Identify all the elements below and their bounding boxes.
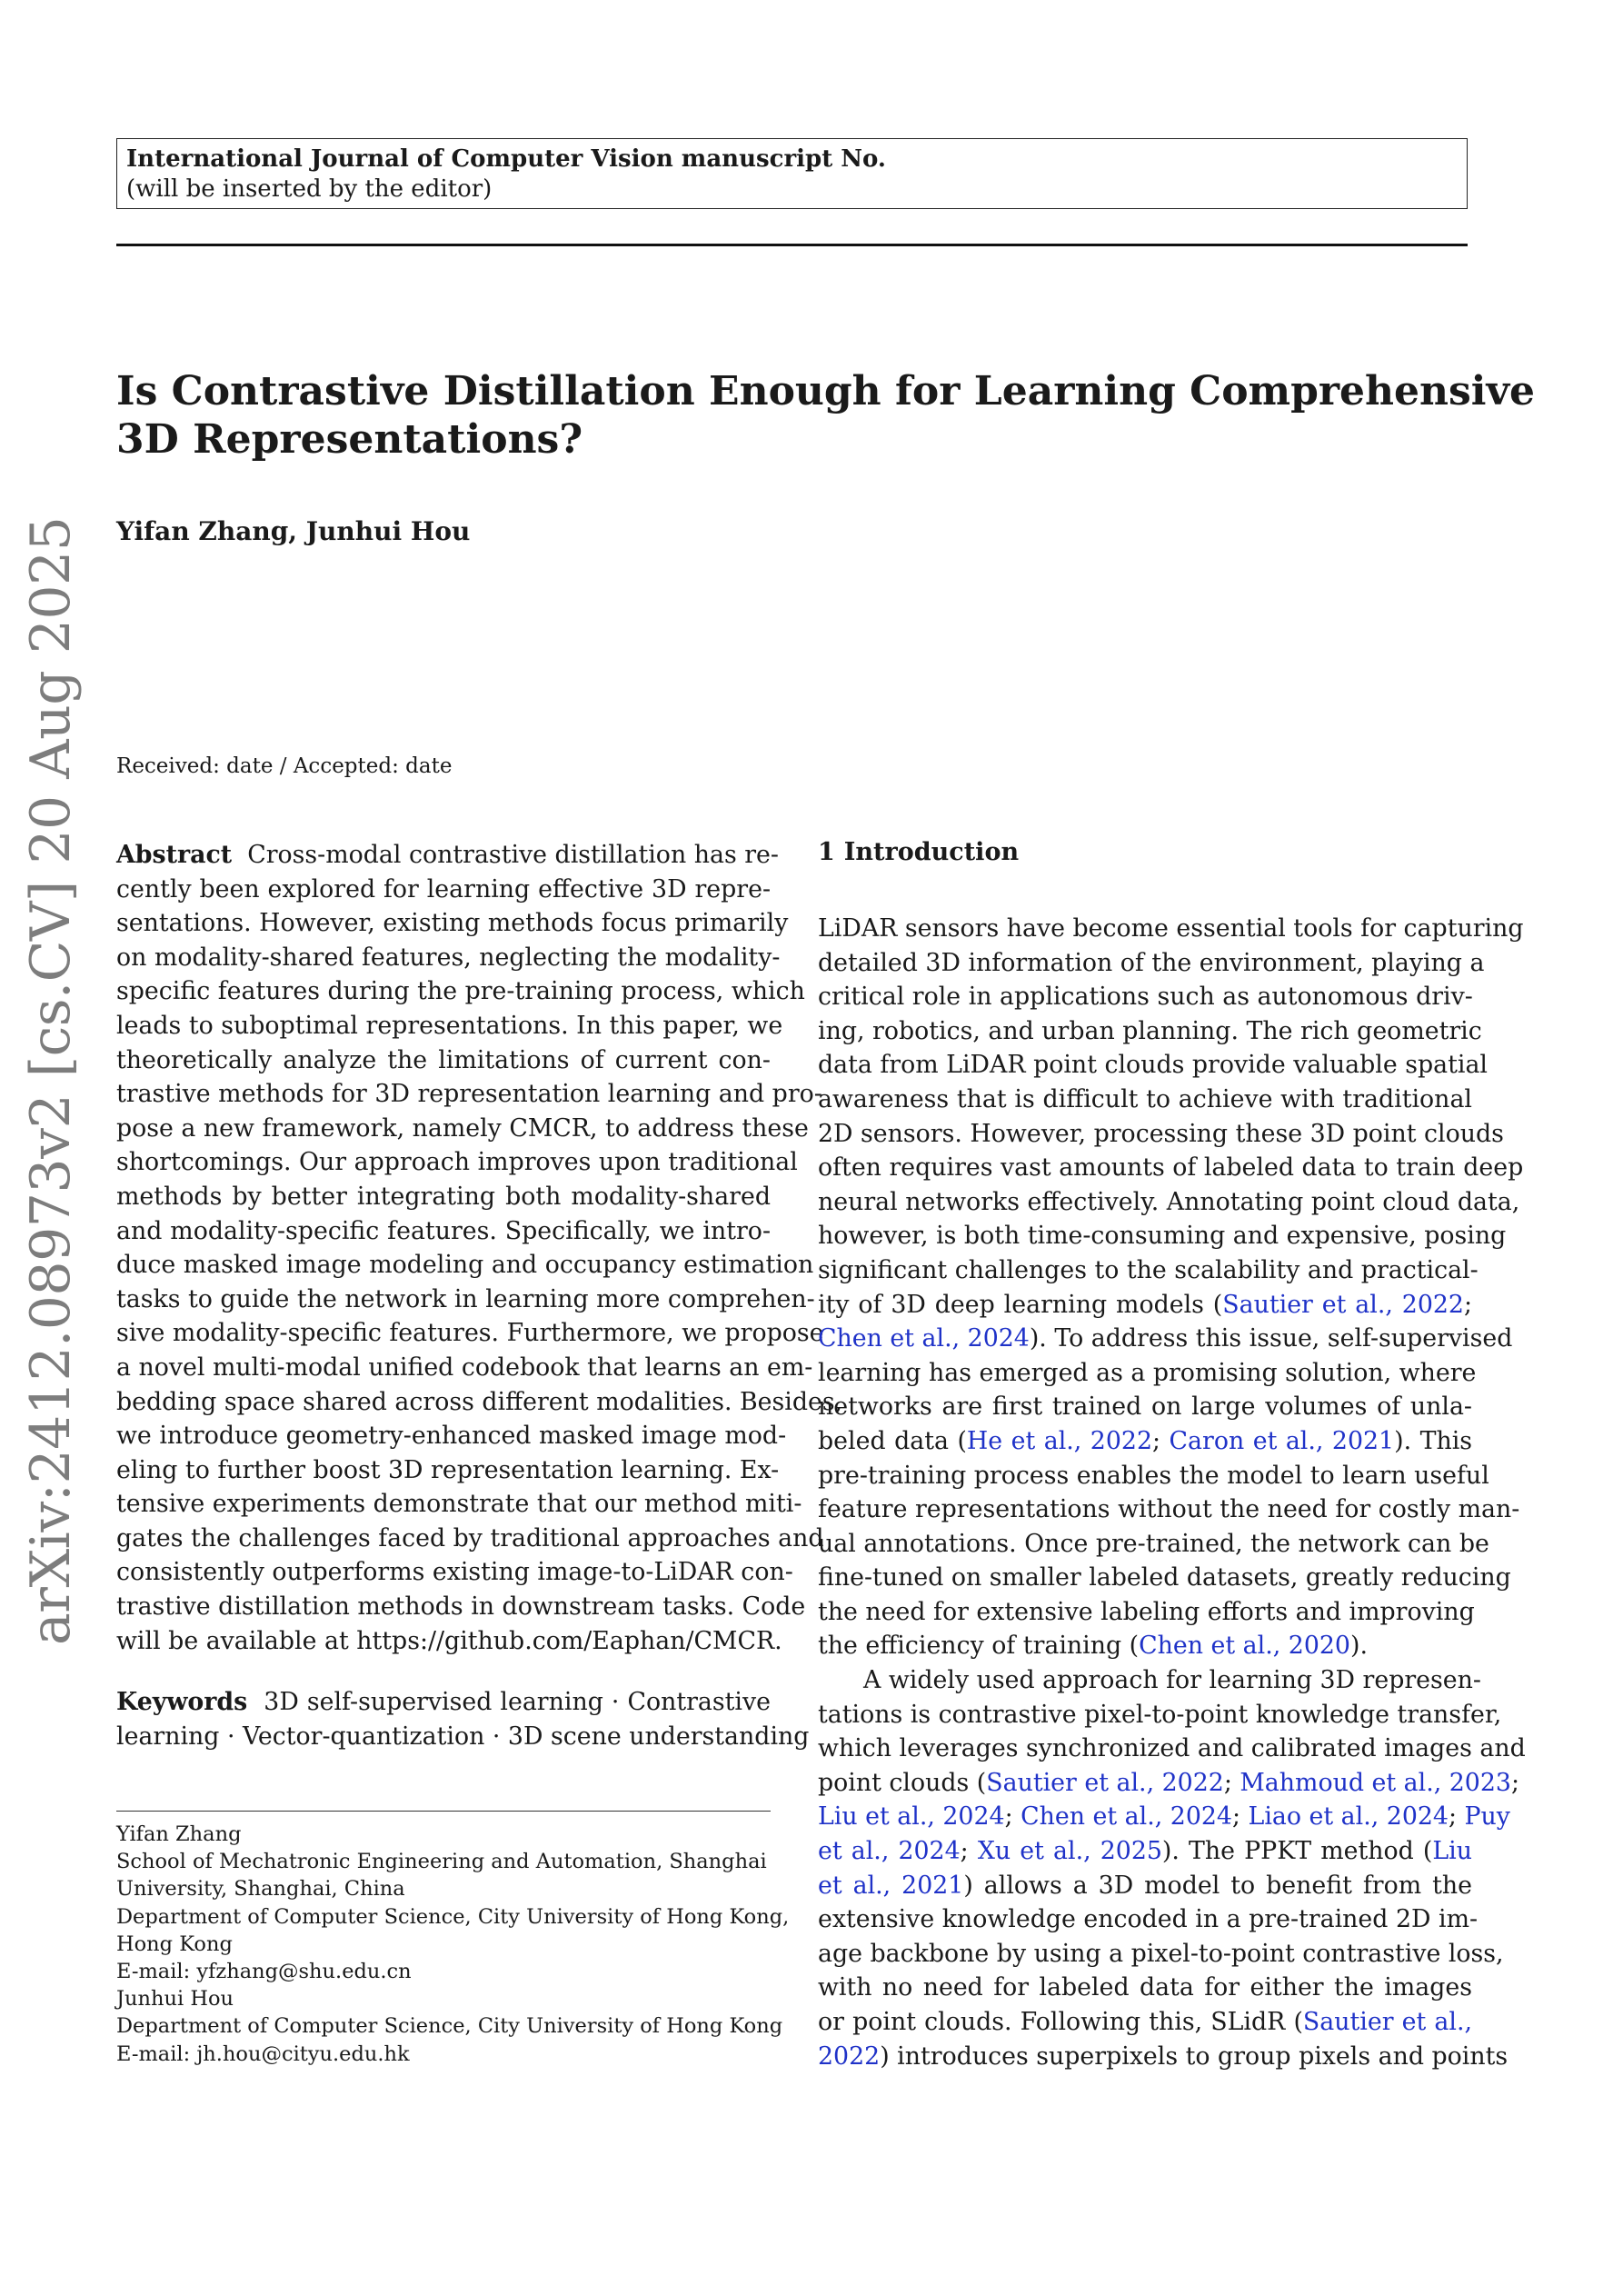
body-line: ing, robotics, and urban planning. The rich geometric (818, 1016, 1482, 1045)
abstract (116, 838, 843, 1658)
citation-link[interactable]: Mahmoud et al., 2023 (1240, 1768, 1511, 1797)
keywords-label: Keywords (116, 1688, 248, 1717)
keywords-line: Keywords 3D self-supervised learning · Contrastive (116, 1688, 771, 1717)
body-line: pre-training process enables the model to learn useful (818, 1461, 1489, 1490)
abstract-line: duce masked image modeling and occupancy estimation (116, 1251, 814, 1280)
body-line: point clouds (Sautier et al., 2022; Mahmoud et al., 2023; (818, 1768, 1519, 1797)
body-line: et al., 2024; Xu et al., 2025). The PPKT method (Liu (818, 1837, 1472, 1866)
affiliation-line: E-mail: jh.hou@cityu.edu.hk (116, 2041, 410, 2066)
abstract-line: on modality-shared features, neglecting the modality- (116, 943, 781, 972)
abstract-line: consistently outperforms existing image-to-LiDAR con- (116, 1558, 793, 1587)
abstract-line: and modality-specific features. Specifically, we intro- (116, 1216, 771, 1245)
citation-link[interactable]: Sautier et al., (1302, 2008, 1472, 2036)
body-line: often requires vast amounts of labeled data to train deep (818, 1153, 1524, 1183)
citation-link[interactable]: Caron et al., 2021 (1169, 1426, 1395, 1455)
abstract-line: pose a new framework, namely CMCR, to address these (116, 1113, 809, 1143)
affiliation-line: Department of Computer Science, City University of Hong Kong (116, 2014, 783, 2039)
abstract-line: we introduce geometry-enhanced masked image mod- (116, 1422, 787, 1451)
body-line: age backbone by using a pixel-to-point contrastive loss, (818, 1939, 1504, 1968)
body-line: awareness that is difficult to achieve with traditional (818, 1084, 1472, 1113)
right-column (818, 912, 1526, 2073)
abstract-line: a novel multi-modal unified codebook that learns an em- (116, 1353, 813, 1382)
citation-link[interactable]: Sautier et al., 2022 (1222, 1290, 1464, 1319)
body-line: networks are first trained on large volumes of unla- (818, 1393, 1472, 1422)
body-line: LiDAR sensors have become essential tools for capturing (818, 914, 1524, 943)
citation-link[interactable]: Liu et al., 2024 (818, 1802, 1005, 1832)
section-heading-introduction (818, 838, 1019, 866)
abstract-line: trastive distillation methods in downstream tasks. Code (116, 1592, 806, 1622)
journal-header-box (116, 138, 1468, 209)
section-number: 1 (818, 838, 835, 866)
abstract-line: methods by better integrating both modality-shared (116, 1182, 771, 1211)
affiliation-line: Hong Kong (116, 1932, 233, 1956)
abstract-line: sive modality-specific features. Furthermore, we propose (116, 1319, 824, 1348)
citation-link[interactable]: et al., 2024 (818, 1837, 961, 1866)
body-line: Liu et al., 2024; Chen et al., 2024; Liao et al., 2024; Puy (818, 1802, 1510, 1832)
title-line: Is Contrastive Distillation Enough for Learning Comprehensive (116, 368, 1536, 414)
intro-paragraph-1 (818, 912, 1524, 1663)
keywords (116, 1685, 810, 1753)
body-line: the efficiency of training (Chen et al., 2020). (818, 1632, 1368, 1661)
citation-link[interactable]: Liu (1432, 1837, 1472, 1866)
body-line: significant challenges to the scalability and practical- (818, 1255, 1479, 1284)
body-line: detailed 3D information of the environment, playing a (818, 948, 1485, 977)
body-line: et al., 2021) allows a 3D model to benefit from the (818, 1871, 1472, 1900)
abstract-line: specific features during the pre-training process, which (116, 977, 805, 1006)
abstract-line: bedding space shared across different modalities. Besides, (116, 1387, 843, 1416)
authors: Yifan Zhang, Junhui Hou (116, 516, 471, 546)
affiliation-line: Junhui Hou (116, 1987, 234, 2011)
paper-title (116, 367, 1536, 464)
received-date: Received: date / Accepted: date (116, 754, 453, 778)
citation-link[interactable]: He et al., 2022 (966, 1426, 1153, 1455)
citation-link[interactable]: Puy (1464, 1802, 1510, 1832)
body-line: feature representations without the need for costly man- (818, 1495, 1520, 1524)
header-rule (116, 244, 1468, 246)
keywords-line: learning · Vector-quantization · 3D scene understanding (116, 1722, 810, 1751)
abstract-line: theoretically analyze the limitations of current con- (116, 1045, 771, 1074)
abstract-line: cently been explored for learning effective 3D repre- (116, 874, 771, 903)
body-line: tations is contrastive pixel-to-point knowledge transfer, (818, 1700, 1502, 1729)
abstract-line: gates the challenges faced by traditional approaches and (116, 1523, 824, 1552)
abstract-line: sentations. However, existing methods focus primarily (116, 909, 789, 938)
affiliation-line: University, Shanghai, China (116, 1877, 405, 1902)
citation-link[interactable]: et al., 2021 (818, 1871, 964, 1900)
section-title: Introduction (843, 838, 1020, 866)
abstract-line: tasks to guide the network in learning more comprehen- (116, 1284, 815, 1313)
left-column (116, 838, 843, 1753)
body-line: extensive knowledge encoded in a pre-trained 2D im- (818, 1905, 1479, 1934)
abstract-line: leads to suboptimal representations. In this paper, we (116, 1011, 783, 1040)
citation-link[interactable]: Chen et al., 2020 (1139, 1632, 1350, 1661)
intro-paragraph-2 (818, 1663, 1526, 2073)
abstract-line: tensive experiments demonstrate that our method miti- (116, 1490, 802, 1519)
citation-link[interactable]: Liao et al., 2024 (1248, 1802, 1449, 1832)
affiliations (116, 1821, 790, 2068)
body-line: 2D sensors. However, processing these 3D point clouds (818, 1119, 1504, 1148)
body-line: learning has emerged as a promising solution, where (818, 1358, 1477, 1387)
affiliation-line: Yifan Zhang (116, 1822, 242, 1846)
body-line: however, is both time-consuming and expensive, posing (818, 1222, 1507, 1251)
citation-link[interactable]: Chen et al., 2024 (818, 1324, 1030, 1353)
journal-name: International Journal of Computer Vision manuscript No. (126, 145, 886, 173)
body-line: ity of 3D deep learning models (Sautier et al., 2022; (818, 1290, 1472, 1319)
affiliation-line: E-mail: yfzhang@shu.edu.cn (116, 1959, 412, 1983)
footnote-rule (116, 1811, 771, 1812)
abstract-line: Abstract Cross-modal contrastive distillation has re- (116, 841, 779, 869)
arxiv-identifier-stamp: arXiv:2412.08973v2 [cs.CV] 20 Aug 2025 (19, 516, 83, 1645)
editor-note: (will be inserted by the editor) (126, 175, 493, 203)
body-line: neural networks effectively. Annotating point cloud data, (818, 1187, 1520, 1216)
body-line: Chen et al., 2024). To address this issue, self-supervised (818, 1324, 1513, 1353)
affiliation-line: Department of Computer Science, City University of Hong Kong, (116, 1904, 790, 1929)
body-line: ual annotations. Once pre-trained, the network can be (818, 1529, 1489, 1558)
affiliation-line: School of Mechatronic Engineering and Automation, Shanghai (116, 1850, 767, 1874)
body-line: or point clouds. Following this, SLidR (Sautier et al., (818, 2008, 1472, 2036)
body-line: 2022) introduces superpixels to group pixels and points (818, 2041, 1508, 2071)
citation-link[interactable]: 2022 (818, 2041, 881, 2071)
citation-link[interactable]: Xu et al., 2025 (977, 1837, 1162, 1866)
body-line: the need for extensive labeling efforts and improving (818, 1597, 1475, 1626)
body-line: critical role in applications such as autonomous driv- (818, 983, 1473, 1012)
body-line: A widely used approach for learning 3D represen- (863, 1666, 1481, 1695)
body-line: fine-tuned on smaller labeled datasets, greatly reducing (818, 1563, 1511, 1592)
abstract-label: Abstract (116, 841, 233, 869)
abstract-line: will be available at https://github.com/Eaphan/CMCR. (116, 1626, 782, 1655)
citation-link[interactable]: Sautier et al., 2022 (986, 1768, 1224, 1797)
abstract-line: trastive methods for 3D representation learning and pro- (116, 1080, 822, 1109)
abstract-line: eling to further boost 3D representation learning. Ex- (116, 1455, 780, 1484)
body-line: which leverages synchronized and calibrated images and (818, 1734, 1526, 1763)
abstract-line: shortcomings. Our approach improves upon traditional (116, 1148, 798, 1177)
citation-link[interactable]: Chen et al., 2024 (1021, 1802, 1232, 1832)
body-line: beled data (He et al., 2022; Caron et al., 2021). This (818, 1426, 1473, 1455)
title-line: 3D Representations? (116, 416, 583, 463)
body-line: with no need for labeled data for either the images (818, 1973, 1472, 2002)
body-line: data from LiDAR point clouds provide valuable spatial (818, 1051, 1488, 1080)
